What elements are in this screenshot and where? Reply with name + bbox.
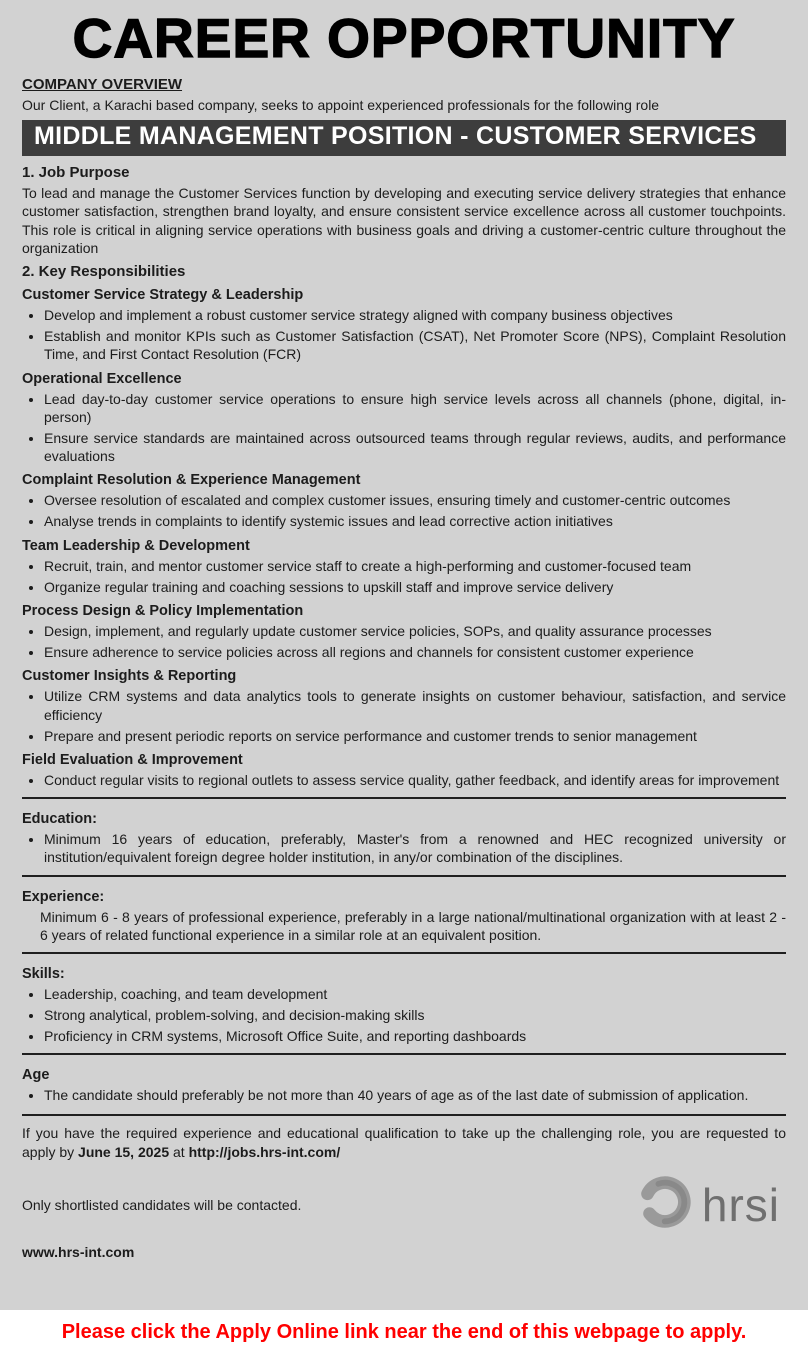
requirement-heading: Experience:	[22, 888, 105, 905]
responsibility-heading: Operational Excellence	[22, 370, 182, 387]
requirement-section	[22, 797, 786, 866]
responsibility-item: • Develop and implement a robust customer service strategy aligned with company business objectives	[44, 306, 786, 324]
responsibility-item: • Lead day-to-day customer service operations to ensure high service levels across all channels (phone, digital, in-person)	[44, 390, 786, 426]
job-purpose-heading: 1. Job Purpose	[22, 164, 130, 182]
responsibility-heading: Field Evaluation & Improvement	[22, 751, 243, 768]
apply-deadline: June 15, 2025	[78, 1143, 170, 1160]
responsibility-item: • Ensure service standards are maintained across outsourced teams through regular reviews, audits, and performance evaluations	[44, 429, 786, 465]
responsibility-item-list	[22, 687, 786, 745]
apply-block	[22, 1114, 786, 1162]
responsibility-item: • Oversee resolution of escalated and complex customer issues, ensuring timely and customer-centric outcomes	[44, 491, 786, 509]
responsibility-item: • Design, implement, and regularly update customer service policies, SOPs, and quality assurance processes	[44, 622, 786, 640]
footer-row	[22, 1173, 786, 1236]
requirement-item: • Leadership, coaching, and team development	[44, 985, 786, 1003]
hrsi-logo	[636, 1173, 786, 1236]
key-responsibilities-heading: 2. Key Responsibilities	[22, 262, 186, 280]
responsibility-item-list	[22, 771, 786, 789]
page-title: CAREER OPPORTUNITY	[72, 7, 736, 69]
requirement-section	[22, 875, 786, 944]
shortlist-note: Only shortlisted candidates will be contacted.	[22, 1196, 302, 1213]
requirement-item-list	[22, 1086, 786, 1104]
requirement-heading: Skills:	[22, 965, 65, 982]
requirement-item-list	[22, 985, 786, 1046]
responsibility-item: • Ensure adherence to service policies across all regions and channels for consistent customer experience	[44, 643, 786, 661]
requirement-item: • Minimum 16 years of education, preferably, Master's from a renowned and HEC recognized university or institution/equivalent foreign degree holder institution, in any/or combination of the disciplines.	[44, 830, 786, 866]
hrsi-logo-mark-icon	[636, 1173, 694, 1236]
responsibility-item: • Conduct regular visits to regional outlets to assess service quality, gather feedback, and identify areas for improvement	[44, 771, 786, 789]
responsibility-item: • Analyse trends in complaints to identify systemic issues and lead corrective action initiatives	[44, 512, 786, 530]
responsibilities-container	[22, 287, 786, 789]
company-overview-text: Our Client, a Karachi based company, seeks to appoint experienced professionals for the following role	[22, 97, 660, 113]
responsibility-item: • Organize regular training and coaching sessions to upskill staff and improve service delivery	[44, 578, 786, 596]
responsibility-heading: Complaint Resolution & Experience Management	[22, 472, 361, 489]
apply-text-before: If you have the required experience and educational qualification to take up the challenging role, you are requested to apply by	[22, 1124, 786, 1160]
hrsi-logo-text: hrsi	[701, 1178, 780, 1231]
responsibility-item: • Prepare and present periodic reports on service performance and customer trends to senior management	[44, 727, 786, 745]
responsibility-heading: Team Leadership & Development	[22, 537, 250, 554]
responsibility-item: • Utilize CRM systems and data analytics tools to generate insights on customer behaviour, satisfaction, and service efficiency	[44, 687, 786, 723]
requirement-item-list	[22, 830, 786, 866]
responsibility-item-list	[22, 306, 786, 364]
responsibility-item-list	[22, 390, 786, 466]
company-overview-heading: COMPANY OVERVIEW	[22, 76, 183, 93]
requirement-item: • Proficiency in CRM systems, Microsoft Office Suite, and reporting dashboards	[44, 1027, 786, 1045]
website-url: www.hrs-int.com	[22, 1244, 135, 1261]
apply-text-mid: at	[169, 1143, 189, 1160]
responsibility-heading: Process Design & Policy Implementation	[22, 603, 304, 619]
position-banner: MIDDLE MANAGEMENT POSITION - CUSTOMER SERVICES	[22, 120, 786, 156]
requirement-section	[22, 1053, 786, 1104]
requirement-item: • Strong analytical, problem-solving, and decision-making skills	[44, 1006, 786, 1024]
bottom-instruction-strip	[0, 1310, 808, 1354]
requirement-text: Minimum 6 - 8 years of professional experience, preferably in a large national/multinational organization with at least 2 - 6 years of related functional experience in a similar role at an equivalent position.	[40, 908, 786, 943]
apply-paragraph	[22, 1124, 786, 1162]
responsibility-item-list	[22, 491, 786, 530]
responsibility-heading: Customer Service Strategy & Leadership	[22, 286, 304, 303]
responsibility-item: • Recruit, train, and mentor customer service staff to create a high-performing and customer-focused team	[44, 557, 786, 575]
requirement-heading: Age	[22, 1067, 50, 1084]
responsibility-item: • Establish and monitor KPIs such as Customer Satisfaction (CSAT), Net Promoter Score (NPS), Complaint Resolution Time, and First Contact Resolution (FCR)	[44, 327, 786, 363]
responsibility-item-list	[22, 622, 786, 661]
requirement-heading: Education:	[22, 811, 97, 828]
requirement-item: • The candidate should preferably be not more than 40 years of age as of the last date of submission of application.	[44, 1086, 786, 1104]
requirements-container	[22, 797, 786, 1105]
job-purpose-text: To lead and manage the Customer Services function by developing and executing service delivery strategies that enhance customer satisfaction, strengthen brand loyalty, and ensure consistent service excellence across all customer touchpoints. This role is critical in aligning service operations with business goals and driving a customer-centric culture throughout the organization	[22, 185, 786, 256]
responsibility-item-list	[22, 557, 786, 596]
footer-instruction: Please click the Apply Online link near the end of this webpage to apply.	[61, 1320, 747, 1343]
requirement-section	[22, 952, 786, 1046]
apply-url-link[interactable]: http://jobs.hrs-int.com/	[188, 1143, 341, 1160]
responsibility-heading: Customer Insights & Reporting	[22, 668, 237, 685]
